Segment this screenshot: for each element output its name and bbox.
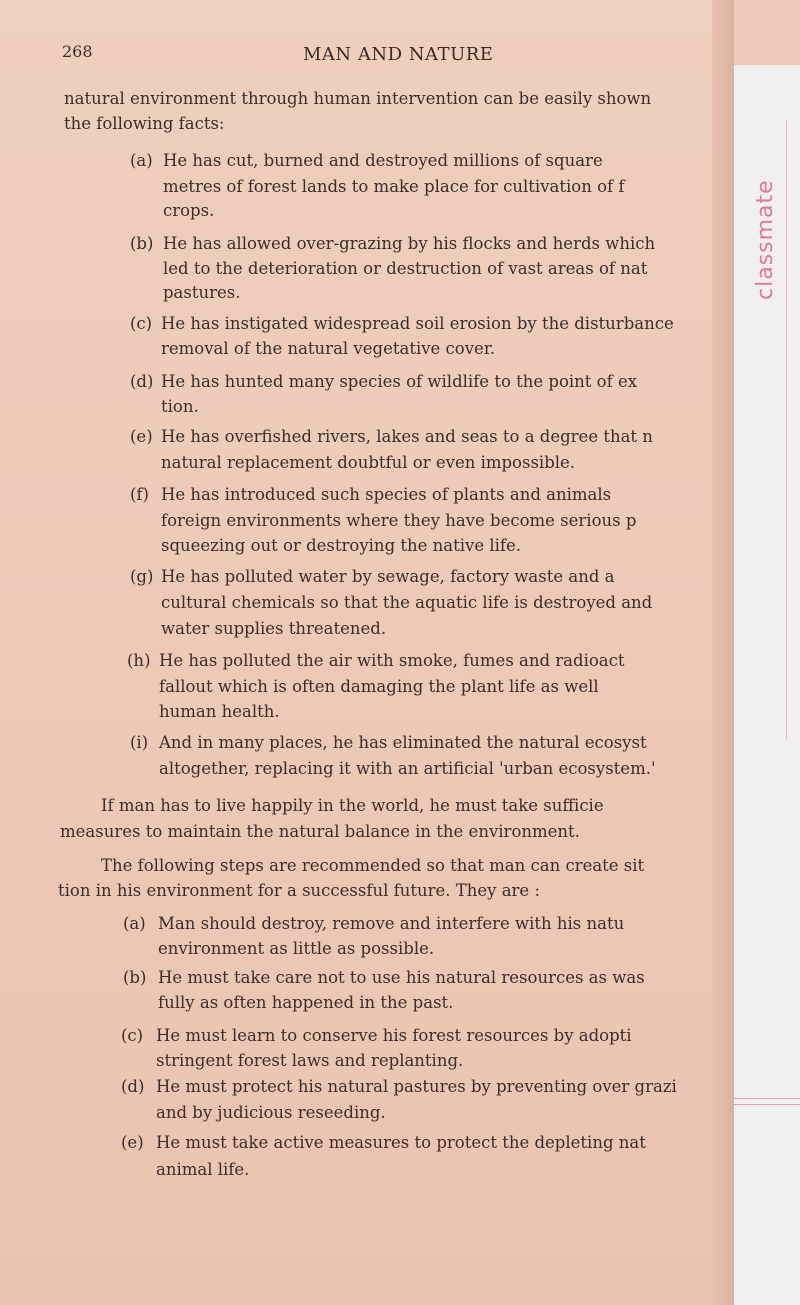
list-item-line: And in many places, he has eliminated the natural ecosyst [159, 733, 647, 752]
list-item-line: tion. [161, 397, 199, 416]
notebook-rule [728, 1104, 800, 1105]
list-item-line: altogether, replacing it with an artificial 'urban ecosystem.' [159, 759, 656, 778]
classmate-brand-mark: classmate [753, 179, 778, 300]
intro-line: the following facts: [64, 114, 225, 133]
paragraph-line: The following steps are recommended so that man can create sit [101, 856, 645, 875]
list-item-label: (b) [123, 968, 147, 987]
intro-line: natural environment through human intervention can be easily shown [64, 89, 652, 108]
list-item-label: (c) [121, 1026, 144, 1045]
list-item-line: He must take active measures to protect the depleting nat [156, 1133, 646, 1152]
list-item-label: (a) [123, 914, 146, 933]
list-item-line: He must protect his natural pastures by preventing over grazi [156, 1077, 677, 1096]
list-item-line: He has cut, burned and destroyed millions of square [163, 151, 603, 170]
list-item-line: animal life. [156, 1160, 250, 1179]
list-item-line: crops. [163, 201, 215, 220]
list-item-line: foreign environments where they have become serious p [161, 511, 637, 530]
paragraph-line: measures to maintain the natural balance in the environment. [60, 822, 580, 841]
list-item-line: He must learn to conserve his forest resources by adopti [156, 1026, 632, 1045]
list-item-line: He has polluted the air with smoke, fumes and radioact [159, 651, 625, 670]
list-item-label: (e) [130, 427, 153, 446]
list-item-label: (b) [130, 234, 154, 253]
list-item-label: (d) [130, 372, 154, 391]
list-item-label: (g) [130, 567, 154, 586]
page-edge [712, 0, 734, 1305]
list-item-label: (h) [127, 651, 151, 670]
list-item-line: fallout which is often damaging the plant life as well [159, 677, 599, 696]
list-item-line: He has hunted many species of wildlife to the point of ex [161, 372, 638, 391]
list-item-line: cultural chemicals so that the aquatic life is destroyed and [161, 593, 653, 612]
list-item-line: He has polluted water by sewage, factory waste and a [161, 567, 615, 586]
list-item-label: (e) [121, 1133, 144, 1152]
list-item-line: human health. [159, 702, 280, 721]
list-item-line: Man should destroy, remove and interfere with his natu [158, 914, 625, 933]
list-item-line: metres of forest lands to make place for cultivation of f [163, 177, 625, 196]
list-item-line: fully as often happened in the past. [158, 993, 454, 1012]
list-item-line: He has overfished rivers, lakes and seas to a degree that n [161, 427, 653, 446]
list-item-line: led to the deterioration or destruction of vast areas of nat [163, 259, 648, 278]
list-item-label: (d) [121, 1077, 145, 1096]
list-item-line: natural replacement doubtful or even impossible. [161, 453, 576, 472]
list-item-line: He has introduced such species of plants and animals [161, 485, 612, 504]
list-item-line: squeezing out or destroying the native life. [161, 536, 522, 555]
list-item-line: He must take care not to use his natural resources as was [158, 968, 645, 987]
list-item-label: (f) [130, 485, 149, 504]
list-item-line: environment as little as possible. [158, 939, 435, 958]
notebook-rule [728, 1098, 800, 1099]
paragraph-line: If man has to live happily in the world, he must take sufficie [101, 796, 604, 815]
list-item-line: He has instigated widespread soil erosion by the disturbance [161, 314, 674, 333]
list-item-line: pastures. [163, 283, 241, 302]
list-item-label: (a) [130, 151, 153, 170]
list-item-line: water supplies threatened. [161, 619, 387, 638]
notebook-margin-line [786, 120, 787, 740]
list-item-line: and by judicious reseeding. [156, 1103, 386, 1122]
list-item-line: He has allowed over-grazing by his flocks and herds which [163, 234, 656, 253]
paragraph-line: tion in his environment for a successful future. They are : [58, 881, 541, 900]
page-number: 268 [62, 42, 93, 61]
list-item-label: (c) [130, 314, 153, 333]
list-item-label: (i) [130, 733, 149, 752]
list-item-line: removal of the natural vegetative cover. [161, 339, 496, 358]
running-title: MAN AND NATURE [303, 44, 494, 65]
list-item-line: stringent forest laws and replanting. [156, 1051, 464, 1070]
